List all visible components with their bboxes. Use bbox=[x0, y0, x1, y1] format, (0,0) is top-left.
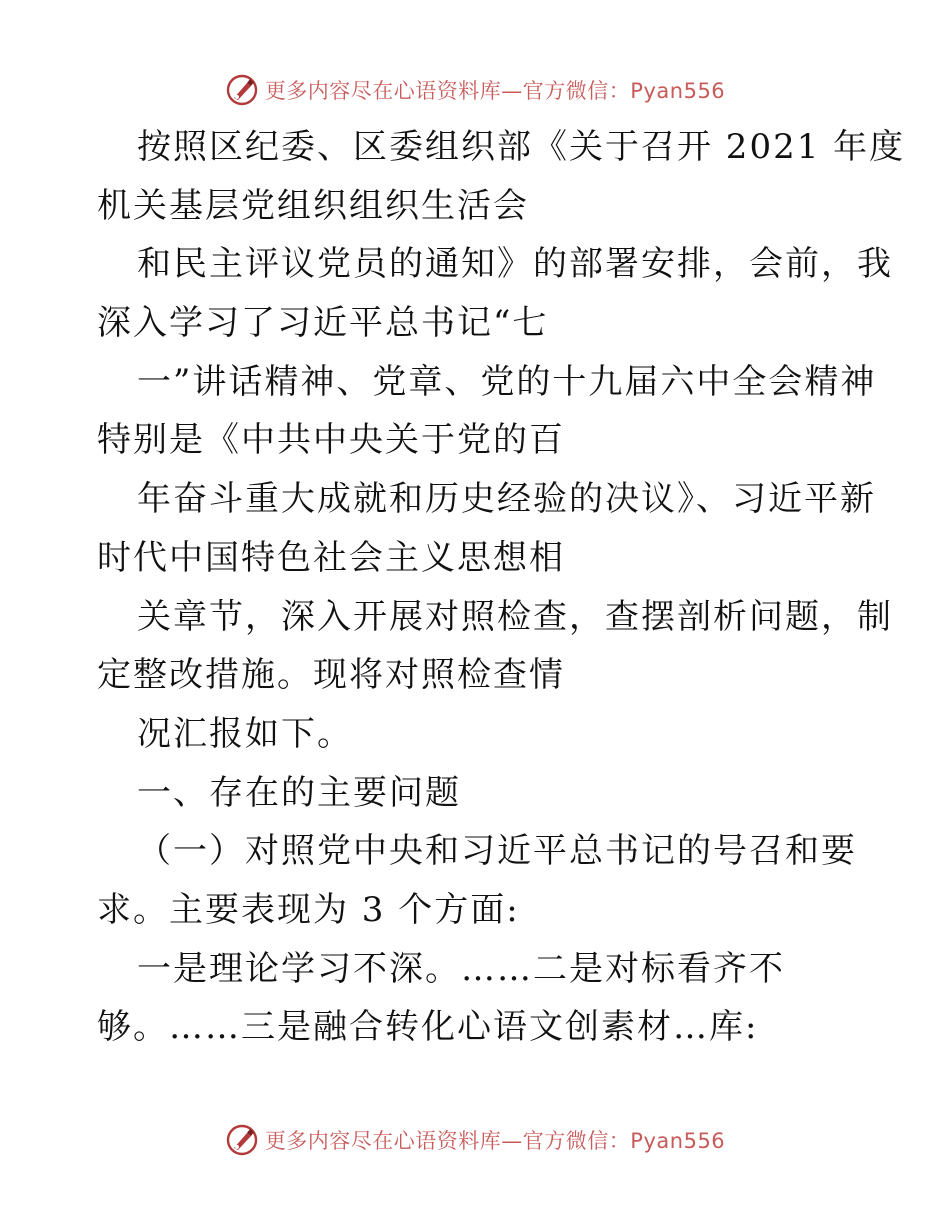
document-line: （一）对照党中央和习近平总书记的号召和要 bbox=[137, 831, 857, 872]
document-line: 况汇报如下。 bbox=[137, 713, 353, 754]
document-line: 年奋斗重大成就和历史经验的决议》、习近平新 bbox=[137, 479, 876, 520]
pen-seal-icon bbox=[225, 1123, 259, 1157]
document-line: 机关基层党组织组织生活会 bbox=[97, 185, 529, 226]
watermark-text: 更多内容尽在心语资料库—官方微信：Pyan556 bbox=[264, 79, 726, 103]
document-line: 一”讲话精神、党章、党的十九届六中全会精神 bbox=[137, 361, 877, 402]
document-line: 定整改措施。现将对照检查情 bbox=[97, 655, 565, 696]
document-line: 一、存在的主要问题 bbox=[137, 772, 461, 813]
document-line: 够。……三是融合转化心语文创素材…库: bbox=[97, 1007, 759, 1048]
watermark-banner-top bbox=[0, 70, 950, 110]
document-line: 关章节，深入开展对照检查，查摆剖析问题，制 bbox=[137, 596, 893, 637]
document-line: 求。主要表现为 3 个方面: bbox=[97, 889, 520, 930]
document-line: 和民主评议党员的通知》的部署安排，会前，我 bbox=[137, 244, 893, 285]
watermark-text: 更多内容尽在心语资料库—官方微信：Pyan556 bbox=[264, 1129, 726, 1153]
watermark-banner-bottom bbox=[0, 1120, 950, 1160]
document-line: 时代中国特色社会主义思想相 bbox=[97, 537, 565, 578]
document-line: 一是理论学习不深。……二是对标看齐不 bbox=[137, 948, 785, 989]
pen-seal-icon bbox=[225, 73, 259, 107]
document-body bbox=[97, 118, 906, 1057]
document-line: 特别是《中共中央关于党的百 bbox=[97, 420, 565, 461]
document-line: 按照区纪委、区委组织部《关于召开 2021 年度 bbox=[137, 127, 906, 167]
document-line: 深入学习了习近平总书记“七 bbox=[97, 303, 549, 344]
